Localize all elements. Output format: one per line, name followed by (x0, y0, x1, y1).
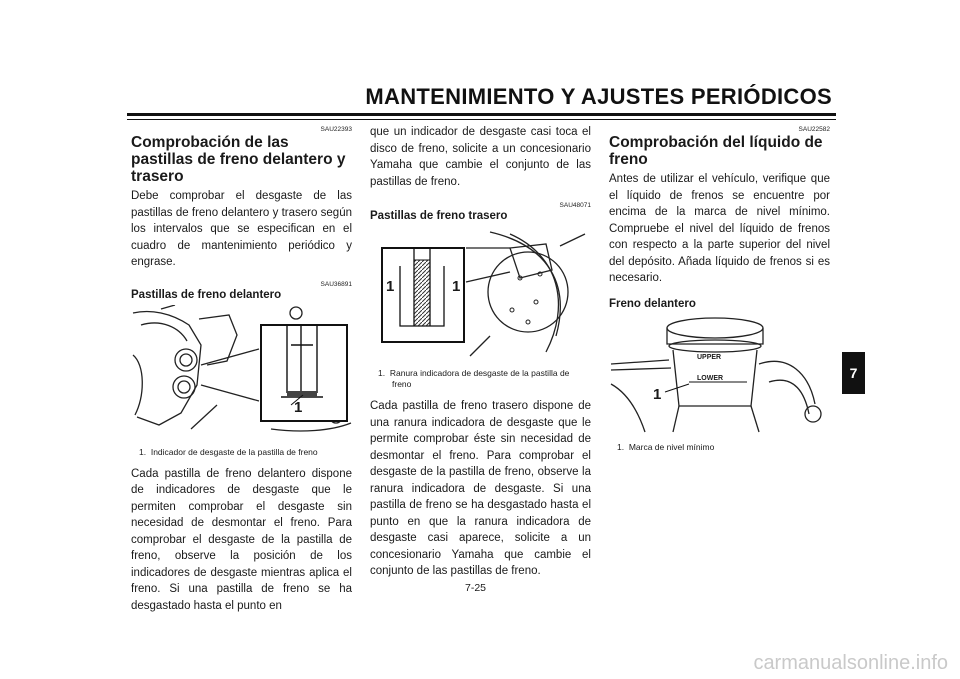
brake-reservoir-figure (609, 314, 830, 436)
page-number: 7-25 (465, 582, 487, 594)
front-brake-pad-figure (131, 305, 352, 441)
column-3 (609, 124, 830, 461)
rear-caliper-illustration (370, 226, 591, 362)
caption-text: Indicador de desgaste de la pastilla de freno (150, 446, 318, 457)
figure-caption (139, 447, 352, 458)
subheading-front-brake: Freno delantero (609, 297, 696, 310)
section-code: SAU22582 (798, 126, 830, 133)
caption-number: 1. (139, 446, 147, 457)
lower-level-label: LOWER (697, 374, 724, 382)
section-heading-brake-pads: Comprobación de las pastillas de freno delantero y trasero (131, 134, 346, 185)
rear-pads-paragraph: Cada pastilla de freno trasero dispone de una ranura indicadora de desgaste que le permite comprobar éste sin necesidad de desmontar el freno. Para comprobar el desgaste de la pastilla de freno, observe la ranura indicadora de desgaste. Si una pastilla de freno se ha desgastado hasta el punto en que la ranura indicadora de desgaste casi aparece, solicite a un concesionario Yamaha que cambie el conjunto de las pastillas de freno. (370, 400, 591, 577)
callout-number: 1 (653, 385, 662, 403)
figure-caption (617, 442, 830, 453)
rear-brake-pad-figure (370, 226, 591, 362)
section-code: SAU48071 (559, 202, 591, 209)
subheading-rear-pads: Pastillas de freno trasero (370, 210, 508, 222)
section-code: SAU22393 (320, 126, 352, 133)
caption-number: 1. (617, 441, 625, 452)
front-caliper-illustration (131, 305, 352, 441)
continued-paragraph: que un indicador de desgaste casi toca el disco de freno, solicite a un concesionario Yamaha que cambie el conjunto de las pastillas de freno. (370, 126, 591, 188)
section-code: SAU36891 (320, 280, 352, 288)
column-2 (370, 124, 591, 580)
intro-paragraph: Debe comprobar el desgaste de las pastillas de freno delantero y trasero según los intervalos que se especifican en el cuadro de mantenimiento periódico y engrase. (131, 190, 352, 268)
section-heading-brake-fluid: Comprobación del líquido de freno (609, 134, 823, 168)
chapter-tab[interactable]: 7 (842, 352, 865, 394)
header-rule-thick (127, 113, 836, 116)
callout-number-right: 1 (452, 278, 461, 295)
caption-text: Ranura indicadora de desgaste de la pastilla de freno (389, 368, 570, 389)
caption-text: Marca de nivel mínimo (628, 441, 715, 452)
front-pads-paragraph: Cada pastilla de freno delantero dispone de indicadores de desgaste que le permiten comprobar el desgaste sin necesidad de desmontar el freno. Para comprobar el desgaste de la pastilla de freno, observe la posición de los indicadores de desgaste mientras aplica el freno. Si una pastilla de freno se ha desgastado hasta el punto en (131, 467, 352, 612)
watermark: carmanualsonline.info (753, 652, 948, 674)
column-1 (131, 124, 352, 614)
callout-number: 1 (294, 398, 303, 416)
page-header-title: MANTENIMIENTO Y AJUSTES PERIÓDICOS (365, 84, 832, 109)
callout-number-left: 1 (386, 278, 395, 295)
caption-number: 1. (378, 368, 386, 378)
upper-level-label: UPPER (697, 353, 722, 361)
subheading-front-pads: Pastillas de freno delantero (131, 288, 282, 301)
header-rule-thin (127, 119, 836, 120)
figure-caption (378, 368, 591, 390)
brake-fluid-paragraph: Antes de utilizar el vehículo, verifique que el líquido de frenos se encuentre por encima de la marca de nivel mínimo. Compruebe el nivel del líquido de frenos con respecto a la parte superior del nivel del depósito. Añada líquido de frenos si es necesario. (609, 173, 830, 284)
